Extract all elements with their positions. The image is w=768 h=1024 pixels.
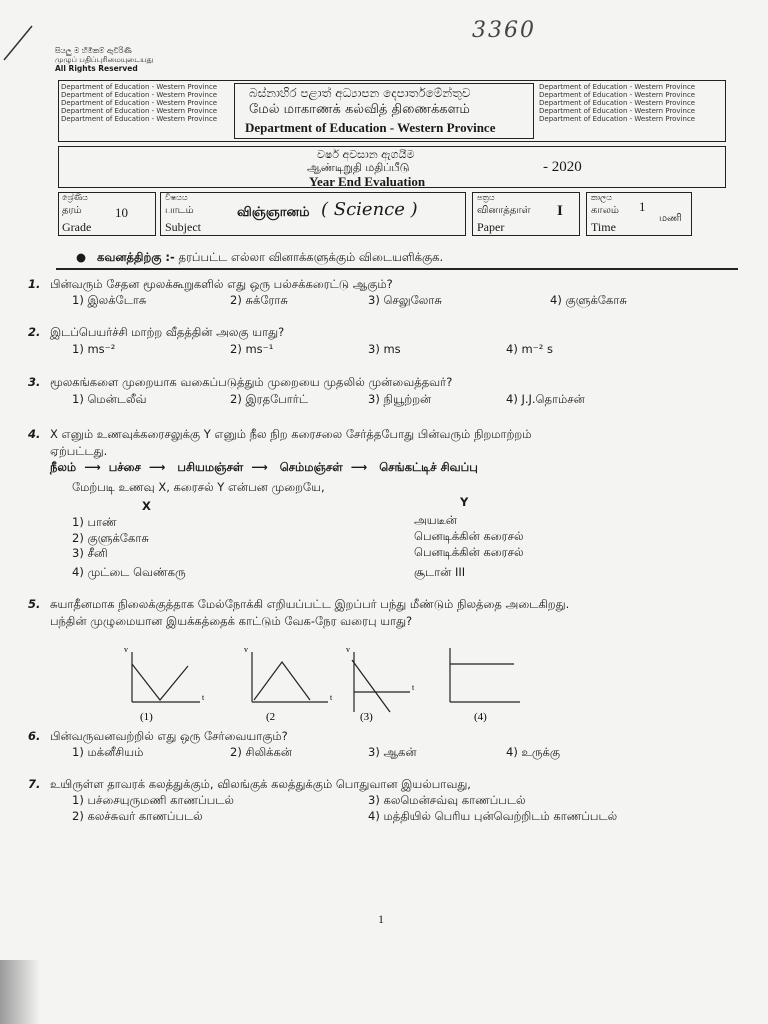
department-sinhala: බස්නාහිර පළාත් අධ්‍යාපන දෙපාර්තමේන්තුව: [249, 86, 471, 100]
row-3-y: பெனடிக்கின் கரைசல்: [414, 545, 524, 559]
grade-label-sinhala: ශ්‍රේණිය: [62, 193, 88, 202]
graph-2-label: (2: [266, 711, 276, 723]
arrow-right-icon: ⟶: [346, 460, 376, 474]
row-4-y: சூடான் III: [414, 565, 466, 579]
handwritten-page-number: 3360: [472, 18, 536, 43]
option-3: 3) நியூற்றன்: [368, 392, 432, 406]
color-sequence: [50, 459, 478, 476]
time-label-tamil: காலம்: [591, 205, 619, 216]
option-1: 1) மக்னீசியம்: [72, 745, 144, 759]
column-header-x: X: [142, 499, 151, 513]
exam-tamil: ஆண்டிறுதி மதிப்பீடு: [307, 161, 410, 174]
grade-label-english: Grade: [62, 220, 92, 234]
arrow-right-icon: ⟶: [144, 460, 174, 474]
subject-label-sinhala: විෂයය: [165, 193, 188, 202]
question-text: உயிருள்ள தாவரக் கலத்துக்கும், விலங்குக் கலத்துக்கும் பொதுவான இயல்பாவது,: [50, 777, 471, 791]
question-4: [28, 426, 740, 586]
axis-t-label: t: [412, 683, 415, 692]
option-3: 3) செலுலோசு: [368, 293, 442, 307]
question-7: [28, 776, 740, 828]
question-text-line-2: பந்தின் முழுமையான இயக்கத்தைக் காட்டும் வேக-நேர வரைபு யாது?: [50, 614, 413, 628]
exam-title-box: [58, 146, 726, 188]
copyright-block: [55, 46, 153, 73]
graph-4: [450, 648, 520, 723]
time-label-sinhala: කාලය: [591, 193, 612, 202]
option-4: 4) J.J.தொம்சன்: [506, 392, 585, 406]
exam-english: Year End Evaluation: [309, 174, 426, 189]
grade-label-tamil: தரம்: [62, 205, 82, 216]
repeated-title-left: Department of Education - Western Province Department of Education - Western Province Department of Education - Western Province Department of Education - Western Province Department of Education - Western Province: [61, 83, 218, 123]
copyright-english: All Rights Reserved: [55, 64, 138, 73]
paper-label-sinhala: පත්‍රය: [477, 193, 495, 202]
column-header-y: Y: [460, 495, 469, 509]
question-text: இடப்பெயர்ச்சி மாற்ற வீதத்தின் அலகு யாது?: [50, 325, 285, 339]
axis-v-label: v: [346, 645, 350, 654]
copyright-tamil: முழுப் பதிப்புரிமையுடையது: [55, 55, 154, 64]
graph-2: [244, 645, 333, 723]
axis-v-label: v: [124, 645, 128, 654]
option-3: 3) ஆகன்: [368, 745, 417, 759]
question-text: பின்வருவனவற்றில் எது ஒரு சேர்வையாகும்?: [50, 729, 288, 743]
time-box: [586, 192, 692, 236]
row-4-x: 4) முட்டை வெண்கரு: [72, 565, 186, 579]
option-3: 3) ms: [368, 342, 401, 356]
option-1: 1) இலக்டோசு: [72, 293, 147, 307]
question-number: 4.: [28, 427, 41, 441]
graph-1: [124, 645, 205, 723]
instruction-divider: [56, 268, 738, 270]
axis-v-label: v: [244, 645, 248, 654]
footer-page-number: 1: [378, 912, 384, 926]
row-3-x: 3) சீனி: [72, 546, 108, 560]
question-2: [28, 324, 740, 360]
department-english: Department of Education - Western Province: [245, 120, 496, 135]
row-1-y: அயடீன்: [414, 513, 457, 527]
question-6: [28, 728, 740, 764]
option-2: 2) கலச்சுவர் காணப்படல்: [72, 809, 203, 823]
exam-sinhala: වර්ෂ අවසාන ඇගයීම: [317, 148, 415, 161]
question-number: 5.: [28, 597, 41, 611]
question-text-line-1: சுயாதீனமாக நிலைக்குத்தாக மேல்நோக்கி எறியப்பட்ட இறப்பர் பந்து மீண்டும் நிலத்தை அடைகிறது.: [50, 597, 570, 611]
department-tamil: மேல் மாகாணக் கல்வித் திணைக்களம்: [249, 102, 470, 117]
scan-shadow-decoration: [0, 960, 40, 1024]
axis-t-label: t: [330, 693, 333, 702]
option-4: 4) குளுக்கோசு: [550, 293, 627, 307]
graph-3: [346, 645, 415, 723]
option-2: 2) சிலிக்கன்: [230, 745, 293, 759]
question-3: [28, 374, 740, 410]
graph-4-label: (4): [474, 711, 487, 723]
paper-label-english: Paper: [477, 220, 505, 234]
question-number: 7.: [28, 777, 41, 791]
color-green: பச்சை: [108, 460, 141, 474]
question-text-line-3: மேற்படி உணவு X, கரைசல் Y என்பன முறையே,: [72, 480, 325, 494]
arrow-right-icon: ⟶: [247, 460, 276, 474]
option-1: 1) மென்டலீவ்: [72, 392, 147, 406]
question-text: பின்வரும் சேதன மூலக்கூறுகளில் எது ஒரு பல்சக்கரைட்டு ஆகும்?: [50, 277, 393, 291]
subject-box: [160, 192, 466, 236]
question-number: 3.: [28, 375, 41, 389]
row-2-y: பெனடிக்கின் கரைசல்: [414, 529, 524, 543]
arrow-right-icon: ⟶: [80, 460, 105, 474]
time-label-english: Time: [591, 220, 616, 234]
option-4: 4) m⁻² s: [506, 342, 553, 356]
grade-box: [58, 192, 156, 236]
subject-value-tamil: விஞ்ஞானம்: [237, 205, 310, 220]
subject-label-english: Subject: [165, 220, 201, 234]
exam-year: - 2020: [543, 159, 582, 175]
color-yellow-green: பசியமஞ்சள்: [177, 460, 244, 474]
repeated-title-right: Department of Education - Western Province Department of Education - Western Province Department of Education - Western Province Department of Education - Western Province Department of Education - Western Province: [539, 83, 696, 123]
option-3: 3) கலமென்சவ்வு காணப்படல்: [368, 793, 526, 807]
subject-value-english: ( Science ): [321, 199, 418, 220]
color-brick-red: செங்கட்டிச் சிவப்பு: [379, 460, 478, 474]
question-1: [28, 276, 740, 312]
question-number: 6.: [28, 729, 41, 743]
instruction-text: தரப்பட்ட எல்லா வினாக்களுக்கும் விடையளிக்குக.: [178, 250, 444, 264]
department-title-box: [234, 83, 534, 139]
bullet-icon: ●: [76, 250, 94, 264]
department-header: [58, 80, 726, 142]
subject-label-tamil: பாடம்: [165, 205, 194, 216]
row-2-x: 2) குளுக்கோசு: [72, 531, 149, 545]
question-text-line-1: X எனும் உணவுக்கரைசலுக்கு Y எனும் நீல நிற கரைசலை சேர்த்தபோது பின்வரும் நிறமாற்றம்: [50, 427, 532, 441]
option-1: 1) ms⁻²: [72, 342, 116, 356]
time-unit: மணி: [659, 213, 682, 224]
question-text: மூலகங்களை முறையாக வகைப்படுத்தும் முறையை முதலில் முன்வைத்தவர்?: [50, 375, 453, 389]
option-1: 1) பச்சையுருமணி காணப்படல்: [72, 793, 234, 807]
axis-t-label: t: [202, 693, 205, 702]
graph-1-label: (1): [140, 711, 153, 723]
question-text-line-2: ஏற்பட்டது.: [50, 444, 108, 458]
color-orange: செம்மஞ்சள்: [279, 460, 343, 474]
question-number: 1.: [28, 277, 41, 291]
paper-label-tamil: வினாத்தாள்: [477, 205, 531, 216]
color-blue: நீலம்: [50, 460, 77, 474]
option-4: 4) மத்தியில் பெரிய புன்வெற்றிடம் காணப்படல்: [368, 809, 618, 823]
time-value: 1: [639, 199, 646, 214]
paper-value: I: [557, 203, 563, 219]
instruction: [76, 250, 443, 266]
question-number: 2.: [28, 325, 41, 339]
paper-box: [472, 192, 580, 236]
option-2: 2) சுக்ரோசு: [230, 293, 288, 307]
graph-3-label: (3): [360, 711, 373, 723]
grade-value: 10: [115, 205, 128, 220]
instruction-title: கவனத்திற்கு :-: [97, 250, 175, 264]
row-1-x: 1) பாண்: [72, 515, 117, 529]
pen-mark-decoration: [0, 10, 40, 70]
velocity-time-graphs: [110, 640, 540, 726]
option-2: 2) இரதபோர்ட்: [230, 392, 308, 406]
option-4: 4) உருக்கு: [506, 745, 561, 759]
copyright-sinhala: සියලු ම හිමිකම් ඇවිරිණි: [55, 46, 132, 55]
option-2: 2) ms⁻¹: [230, 342, 274, 356]
